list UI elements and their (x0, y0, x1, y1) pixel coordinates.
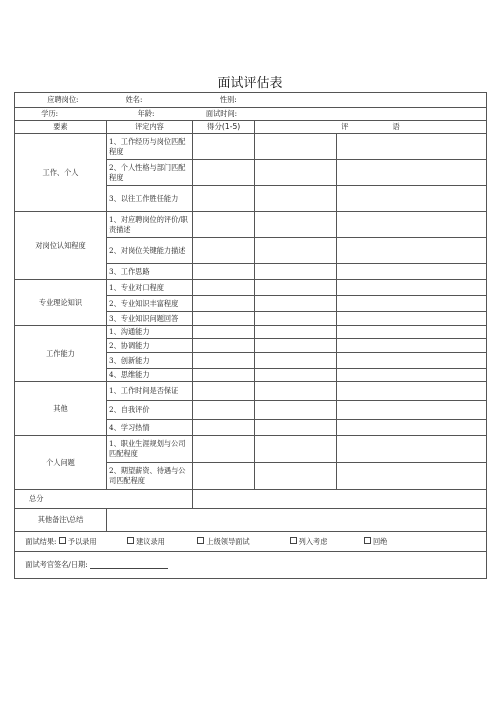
score-cell[interactable] (193, 436, 255, 463)
score-cell[interactable] (193, 369, 255, 382)
comment-cell-a[interactable] (255, 186, 337, 212)
info-row-2 (15, 108, 487, 121)
table-row (15, 436, 487, 463)
comment-cell-a[interactable] (255, 312, 337, 326)
score-cell[interactable] (193, 326, 255, 339)
score-cell[interactable] (193, 186, 255, 212)
comment-cell-b[interactable] (337, 312, 487, 326)
item-text: 4、思维能力 (107, 369, 193, 382)
item-text: 3、创新能力 (107, 353, 193, 369)
comment-cell-a[interactable] (255, 160, 337, 186)
item-text: 2、个人性格与部门匹配程度 (107, 160, 193, 186)
score-cell[interactable] (193, 382, 255, 401)
result-option-reject[interactable]: 回绝 (364, 537, 387, 547)
item-text: 2、对岗位关键能力描述 (107, 238, 193, 264)
age-label: 年龄: (137, 109, 155, 118)
comment-cell-b[interactable] (337, 326, 487, 339)
header-elements: 要素 (15, 121, 107, 134)
comment-cell-b[interactable] (337, 436, 487, 463)
remarks-label: 其他备注\总结 (15, 509, 107, 532)
comment-cell-b[interactable] (337, 212, 487, 238)
score-cell[interactable] (193, 238, 255, 264)
comment-cell-a[interactable] (255, 296, 337, 312)
total-label: 总分 (15, 490, 193, 509)
item-text: 1、职业生涯规划与公司匹配程度 (107, 436, 193, 463)
result-option-consider[interactable]: 列入考虑 (290, 537, 362, 547)
comment-cell-a[interactable] (255, 382, 337, 401)
name-label: 姓名: (125, 95, 143, 104)
comment-cell-b[interactable] (337, 463, 487, 490)
evaluation-table (14, 92, 487, 579)
comment-cell-a[interactable] (255, 238, 337, 264)
section-name: 对岗位认知程度 (15, 212, 107, 280)
score-cell[interactable] (193, 296, 255, 312)
interview-time-label: 面试时间: (205, 109, 238, 118)
table-row (15, 326, 487, 339)
score-cell[interactable] (193, 353, 255, 369)
score-cell[interactable] (193, 280, 255, 296)
total-row (15, 490, 487, 509)
comment-cell-a[interactable] (255, 339, 337, 353)
header-score: 得分(1-5) (193, 121, 255, 134)
item-text: 3、以往工作胜任能力 (107, 186, 193, 212)
signature-line[interactable] (90, 560, 168, 569)
comment-cell-a[interactable] (255, 326, 337, 339)
result-option-hire[interactable]: 予以录用 (59, 537, 125, 547)
info-row-1 (15, 93, 487, 108)
section-name: 专业理论知识 (15, 280, 107, 326)
item-text: 2、专业知识丰富程度 (107, 296, 193, 312)
section-name: 其他 (15, 382, 107, 436)
table-row (15, 212, 487, 238)
comment-cell-a[interactable] (255, 420, 337, 436)
score-cell[interactable] (193, 463, 255, 490)
item-text: 3、工作思路 (107, 264, 193, 280)
comment-cell-b[interactable] (337, 160, 487, 186)
comment-cell-a[interactable] (255, 280, 337, 296)
position-label: 应聘岗位: (47, 95, 79, 104)
result-option-recommend[interactable]: 建议录用 (127, 537, 195, 547)
table-row (15, 134, 487, 160)
comment-cell-a[interactable] (255, 401, 337, 420)
score-cell[interactable] (193, 401, 255, 420)
comment-cell-a[interactable] (255, 436, 337, 463)
comment-cell-b[interactable] (337, 369, 487, 382)
comment-cell-a[interactable] (255, 212, 337, 238)
item-text: 4、学习热情 (107, 420, 193, 436)
comment-cell-b[interactable] (337, 382, 487, 401)
header-content: 评定内容 (107, 121, 193, 134)
checkbox-icon (59, 537, 66, 544)
item-text: 2、期望薪资、待遇与公司匹配程度 (107, 463, 193, 490)
comment-cell-b[interactable] (337, 420, 487, 436)
section-name: 个人问题 (15, 436, 107, 490)
result-row (15, 532, 487, 552)
evaluation-form (14, 92, 486, 579)
score-cell[interactable] (193, 312, 255, 326)
item-text: 1、工作经历与岗位匹配程度 (107, 134, 193, 160)
table-header (15, 121, 487, 134)
item-text: 1、工作时间是否保证 (107, 382, 193, 401)
signature-label: 面试考官签名/日期: (25, 560, 88, 569)
table-row (15, 280, 487, 296)
comment-cell-b[interactable] (337, 401, 487, 420)
comment-cell-b[interactable] (337, 238, 487, 264)
item-text: 2、自我评价 (107, 401, 193, 420)
comment-cell-b[interactable] (337, 134, 487, 160)
page-title: 面试评估表 (217, 76, 283, 91)
gender-label: 性别: (219, 95, 237, 104)
signature-row (15, 552, 487, 579)
table-row (15, 382, 487, 401)
score-cell[interactable] (193, 212, 255, 238)
score-cell[interactable] (193, 339, 255, 353)
item-text: 1、专业对口程度 (107, 280, 193, 296)
comment-cell-a[interactable] (255, 134, 337, 160)
checkbox-icon (364, 537, 371, 544)
comment-cell-a[interactable] (255, 369, 337, 382)
comment-cell-b[interactable] (337, 353, 487, 369)
score-cell[interactable] (193, 264, 255, 280)
comment-cell-a[interactable] (255, 353, 337, 369)
item-text: 3、专业知识问题回答 (107, 312, 193, 326)
checkbox-icon (197, 537, 204, 544)
comment-cell-a[interactable] (255, 264, 337, 280)
checkbox-icon (290, 537, 297, 544)
comment-cell-b[interactable] (337, 296, 487, 312)
result-label: 面试结果: (25, 536, 57, 546)
remarks-row (15, 509, 487, 532)
section-name: 工作、个人 (15, 134, 107, 212)
item-text: 2、协调能力 (107, 339, 193, 353)
result-option-superior-interview[interactable]: 上级领导面试 (197, 537, 287, 547)
education-label: 学历: (41, 109, 59, 118)
item-text: 1、对应聘岗位的评价/职责描述 (107, 212, 193, 238)
total-value-cell[interactable] (193, 490, 487, 509)
comment-cell-b[interactable] (337, 280, 487, 296)
score-cell[interactable] (193, 160, 255, 186)
remarks-cell[interactable] (107, 509, 487, 532)
comment-cell-b[interactable] (337, 186, 487, 212)
comment-cell-b[interactable] (337, 339, 487, 353)
checkbox-icon (127, 537, 134, 544)
comment-cell-a[interactable] (255, 463, 337, 490)
score-cell[interactable] (193, 134, 255, 160)
score-cell[interactable] (193, 420, 255, 436)
comment-cell-b[interactable] (337, 264, 487, 280)
item-text: 1、沟通能力 (107, 326, 193, 339)
header-comment: 评 语 (255, 121, 487, 134)
section-name: 工作能力 (15, 326, 107, 382)
